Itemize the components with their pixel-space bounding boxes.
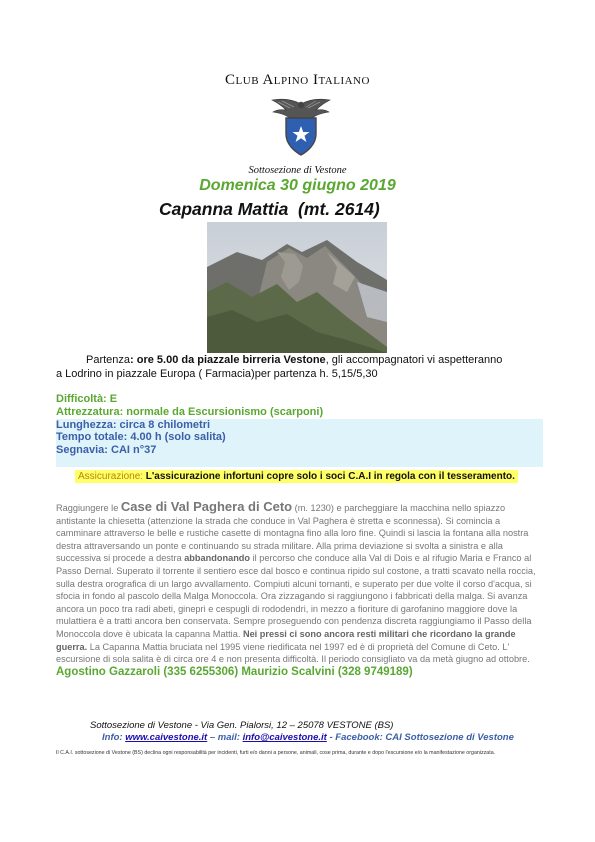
departure-line-2: a Lodrino in piazzale Europa ( Farmacia)per partenza h. 5,15/5,30 xyxy=(56,368,378,380)
trail-length: Lunghezza: circa 8 chilometri xyxy=(56,419,211,431)
equipment: Attrezzatura: normale da Escursionismo (scarponi) xyxy=(56,406,324,418)
total-time: Tempo totale: 4.00 h (solo salita) xyxy=(56,431,226,443)
insurance-notice: Assicurazione: L'assicurazione infortuni copre solo i soci C.A.I in regola con il tesseramento. xyxy=(75,470,518,483)
route-description: Raggiungere le Case di Val Paghera di Ceto (m. 1230) e parcheggiare la macchina nello spiazzo antistante la chiesetta (attenzione la strada che conduce in Val Paghera è stretta e sconnessa). Si comincia a camminare attraverso le belle e rustiche casette di montagna fino alla loro fine. Quindi si lascia la fontana alla nostra destra attraversando un ponte e continuando su strada militare. Alla prima deviazione si svolta a sinistra e alla successiva si procede a destra abbandonando il percorso che conduce alla Val di Dois e al rifugio Maria e Franco al Passo Dernal. Superato il torrente il sentiero esce dal bosco e continua ripido sul costone, a tratti scavato nella roccia, sulla destra orografica di un largo avvallamento. Compiuti alcuni tornanti, e superato per due volte il corso d'acqua, si sfocia in fondo al pascolo della Malga Monoccola. Ora zizzagando si raggiungono i fabbricati della malga. Si avanza ancora un poco tra radi abeti, ginepri e cespugli di rododendri, in mezzo a fioriture di garofanino maggiore dove la mulattiera è a tratti ancora ben conservata. Sempre proseguendo con pendenza discreta raggiungiamo il Passo della Monoccola dove è ubicata la capanna Mattia. Nei pressi ci sono ancora resti militari che ricordano la grande guerra. La Capanna Mattia bruciata nel 1995 viene riedificata nel 1997 ed è di proprietà del Comune di Ceto. L' escursione di sola salita è di circa ore 4 e non presenta difficoltà. Il periodo consigliato va da metà giugno ad ottobre. xyxy=(56,499,536,665)
guide-contacts: Agostino Gazzaroli (335 6255306) Maurizio Scalvini (328 9749189) xyxy=(56,666,413,678)
event-title: Capanna Mattia (mt. 2614) xyxy=(159,199,380,219)
mountain-photo xyxy=(207,222,387,353)
email-link[interactable]: info@caivestone.it xyxy=(242,732,327,743)
organization-title: Club Alpino Italiano xyxy=(225,72,370,88)
departure-line-1: Partenza: ore 5.00 da piazzale birreria Vestone, gli accompagnatori vi aspetteranno xyxy=(86,354,503,366)
difficulty: Difficoltà: E xyxy=(56,393,118,405)
trail-marker: Segnavia: CAI n°37 xyxy=(56,444,157,456)
disclaimer: Il C.A.I. sottosezione di Vestone (BS) declina ogni responsabilità per incidenti, furti e/o danni a persone, animali, cose prima, durante e dopo l'escursione e/o la manifestazione organizzata. xyxy=(56,750,496,756)
footer-contacts: Info: www.caivestone.it – mail: info@caivestone.it - Facebook: CAI Sottosezione di Vestone xyxy=(102,732,514,743)
cai-eagle-logo-icon xyxy=(268,94,334,160)
website-link[interactable]: www.caivestone.it xyxy=(125,732,208,743)
footer-address: Sottosezione di Vestone - Via Gen. Pialorsi, 12 – 25078 VESTONE (BS) xyxy=(90,720,394,731)
event-date: Domenica 30 giugno 2019 xyxy=(199,177,396,194)
subsection-name: Sottosezione di Vestone xyxy=(248,165,347,176)
